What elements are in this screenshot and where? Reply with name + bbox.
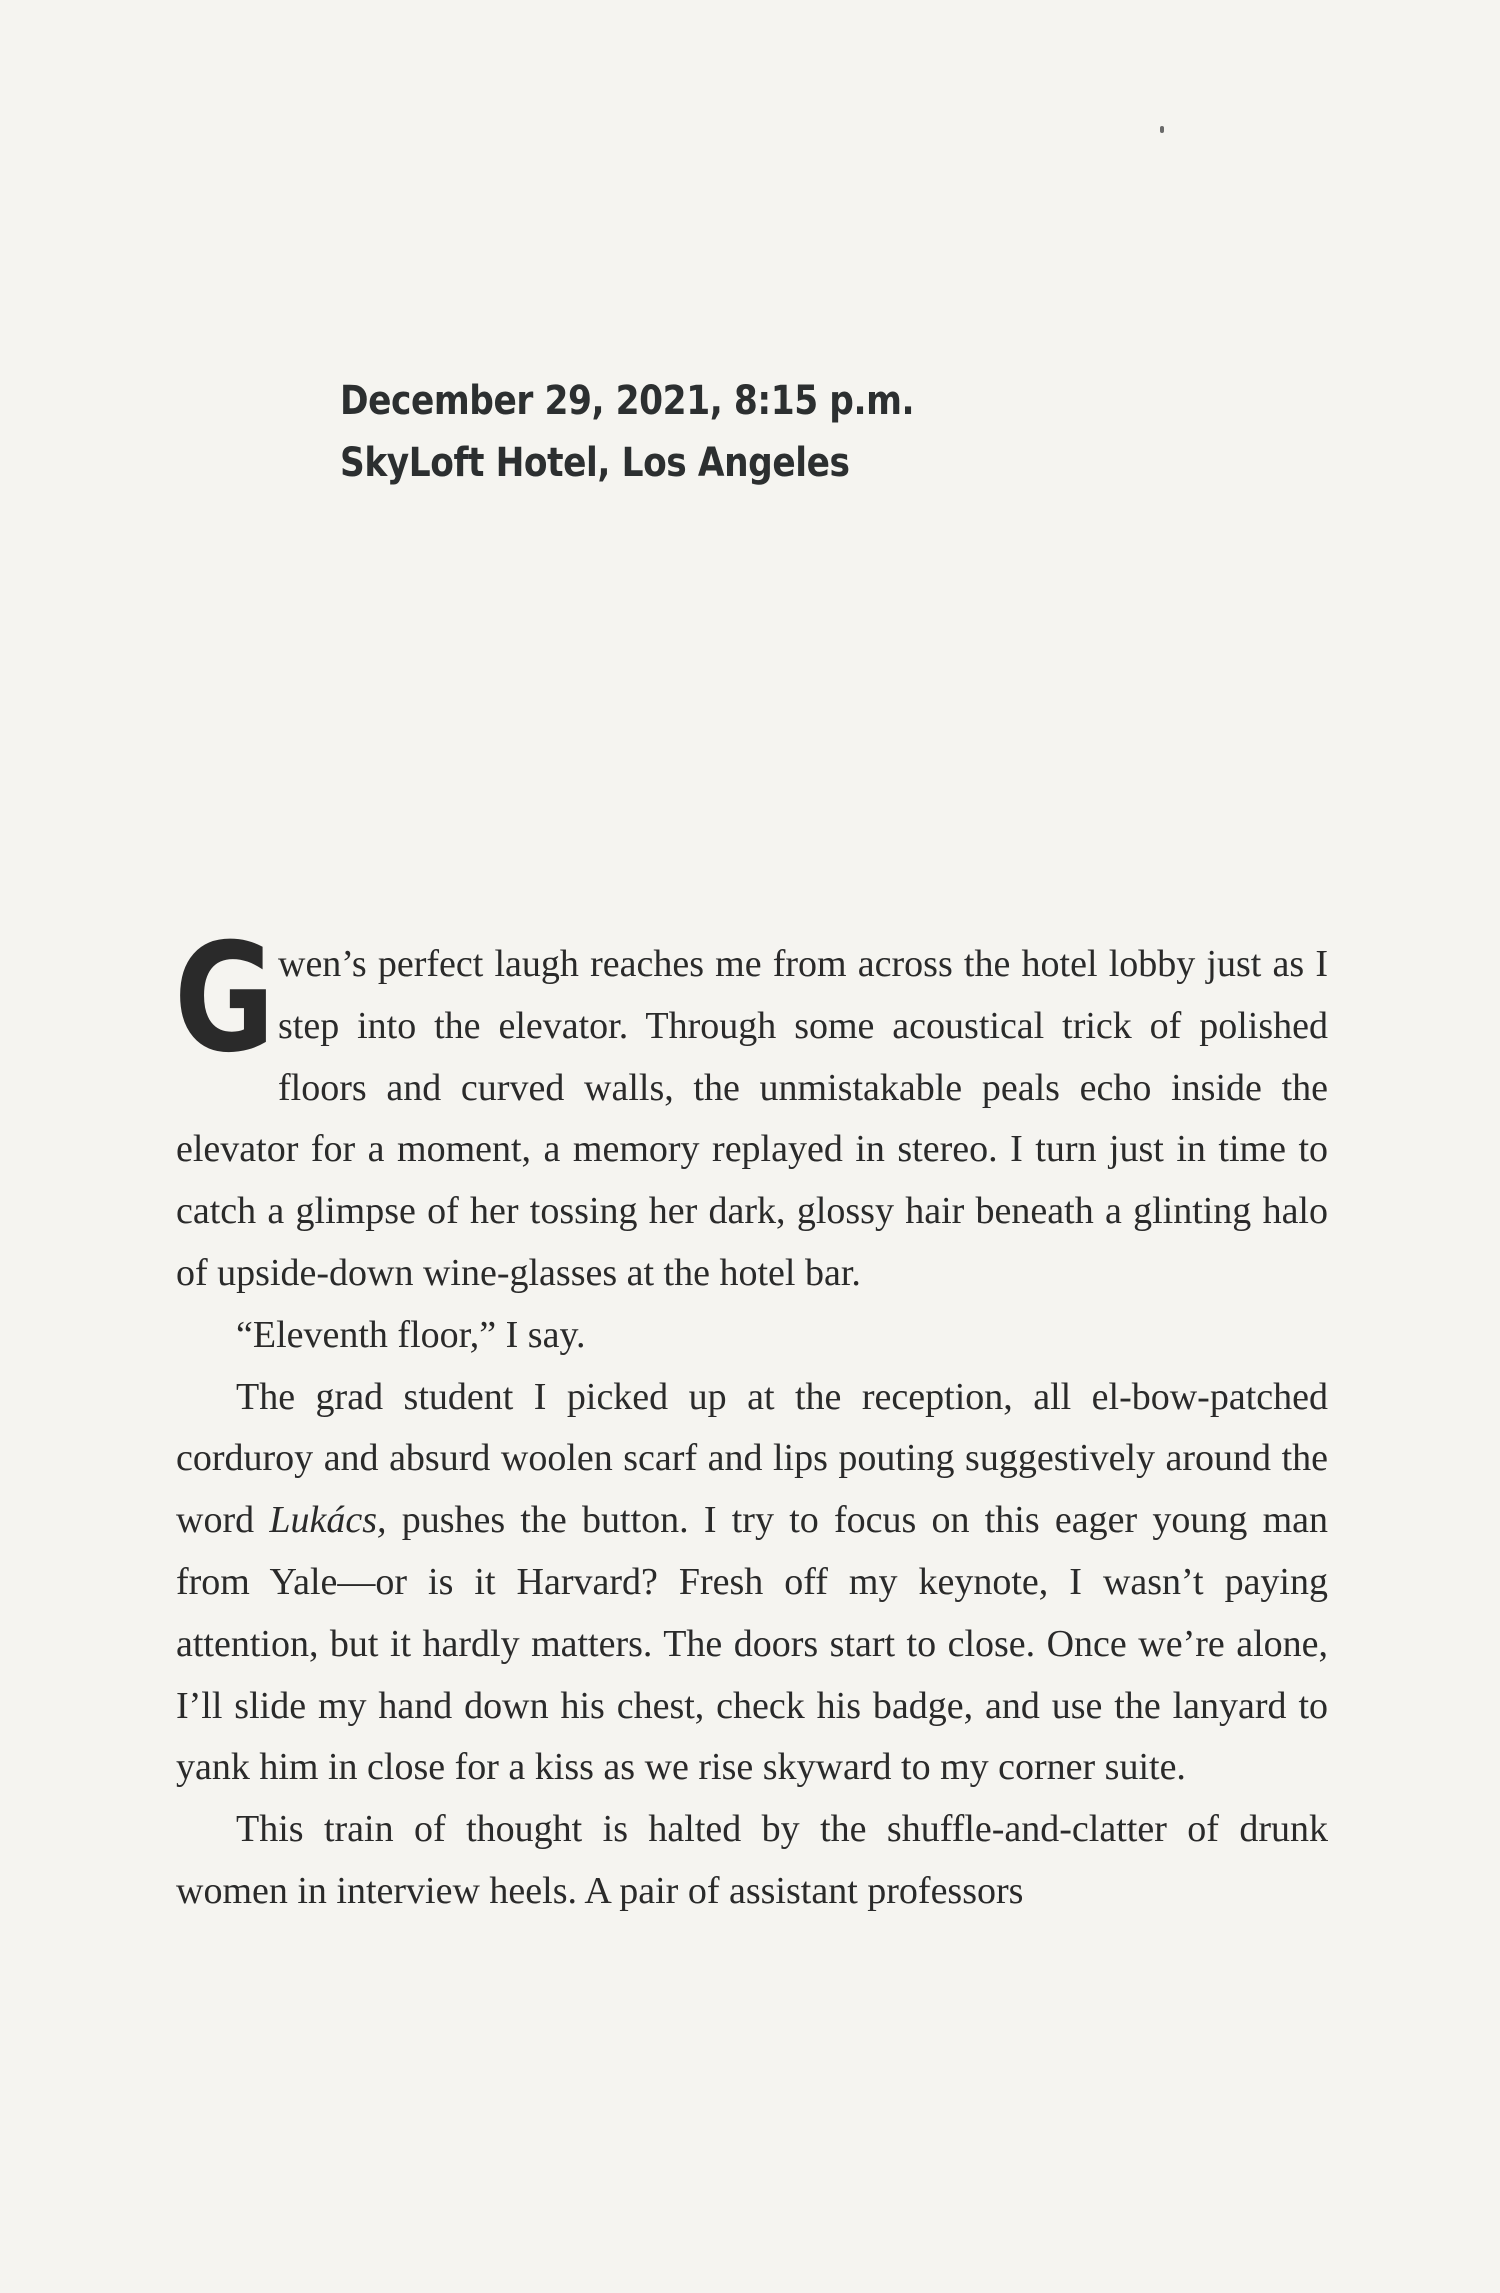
paragraph-1: [174, 912, 1328, 1305]
paragraph-3-text-b: pushes the button. I try to focus on this eager young man from Yale—or is it Harvard? Fresh off my keynote, I wasn’t paying attention, but it hardly matters. The doors start to close. Once we’re alone, I’ll slide my hand down his chest, check his badge, and use the lanyard to yank him in close for a kiss as we rise skyward to my corner suite.: [176, 1499, 1328, 1789]
paragraph-3-italic: Lukács,: [269, 1499, 387, 1542]
heading-date: December 29, 2021, 8:15 p.m.: [340, 378, 915, 424]
paragraph-3-text-a: The grad student I picked up at the reception, all el-bow-patched corduroy and absurd woolen scarf and lips pouting suggestively around the word: [176, 1375, 1328, 1542]
stray-ink-mark: [1160, 126, 1164, 133]
body-text: [174, 912, 1328, 1923]
paragraph-4: This train of thought is halted by the shuffle-and-clatter of drunk women in interview heels. A pair of assistant professors: [176, 1808, 1328, 1912]
paragraph-2: “Eleventh floor,” I say.: [236, 1313, 586, 1356]
paragraph-3: [176, 1367, 1328, 1800]
chapter-heading: [340, 370, 914, 494]
heading-place: SkyLoft Hotel, Los Angeles: [340, 440, 850, 486]
drop-cap: G: [174, 912, 275, 1086]
paragraph-1-text: wen’s perfect laugh reaches me from across the hotel lobby just as I step into the elevator. Through some acoustical trick of polished floors and curved walls, the unmistakable peals echo inside the elevator for a moment, a memory replayed in stereo. I turn just in time to catch a glimpse of her tossing her dark, glossy hair beneath a glinting halo of upside-down wine-glasses at the hotel bar.: [176, 943, 1328, 1294]
